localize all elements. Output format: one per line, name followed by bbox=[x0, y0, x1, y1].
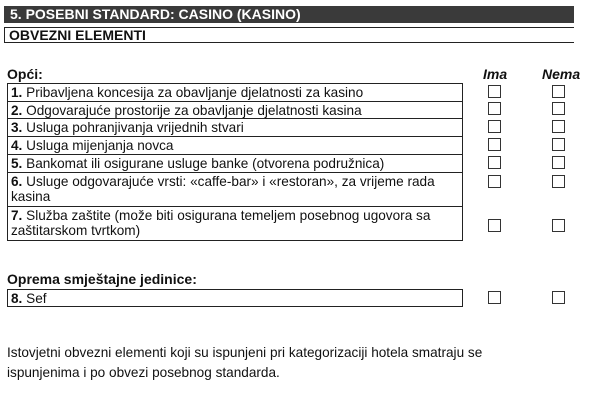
item-1-no-checkbox[interactable] bbox=[552, 85, 565, 98]
row-text: Odgovarajuće prostorije za obavljanje djelatnosti kasina bbox=[26, 103, 362, 118]
row-text: Usluge odgovarajuće vrsti: «caffe-bar» i «restoran», za vrijeme rada kasina bbox=[11, 174, 435, 204]
row-number: 2. bbox=[11, 103, 23, 118]
item-7-no-checkbox[interactable] bbox=[552, 219, 565, 232]
table-row bbox=[8, 154, 462, 172]
row-number: 5. bbox=[11, 156, 23, 171]
column-header-yes: Ima bbox=[483, 66, 508, 82]
row-text: Bankomat ili osigurane usluge banke (otvorena podružnica) bbox=[26, 156, 385, 171]
subsection-title: OBVEZNI ELEMENTI bbox=[9, 27, 146, 43]
row-number: 3. bbox=[11, 120, 23, 135]
footnote-line: ispunjenima i po obvezi posebnog standarda. bbox=[7, 365, 280, 380]
table-row bbox=[7, 289, 463, 307]
item-5-no-checkbox[interactable] bbox=[552, 156, 565, 169]
row-number: 7. bbox=[11, 208, 23, 223]
item-4-yes-checkbox[interactable] bbox=[488, 138, 501, 151]
row-number: 8. bbox=[11, 291, 23, 306]
item-6-yes-checkbox[interactable] bbox=[488, 175, 501, 188]
row-number: 6. bbox=[11, 174, 23, 189]
item-8-yes-checkbox[interactable] bbox=[488, 291, 501, 304]
table-row bbox=[8, 136, 462, 154]
row-text: Usluga pohranjivanja vrijednih stvari bbox=[26, 120, 244, 135]
item-3-no-checkbox[interactable] bbox=[552, 120, 565, 133]
table-row bbox=[8, 172, 462, 206]
item-2-yes-checkbox[interactable] bbox=[488, 102, 501, 115]
table-row bbox=[8, 101, 462, 118]
item-1-yes-checkbox[interactable] bbox=[488, 85, 501, 98]
general-group-title: Opći: bbox=[7, 66, 43, 82]
item-7-yes-checkbox[interactable] bbox=[488, 219, 501, 232]
section-title: 5. POSEBNI STANDARD: CASINO (KASINO) bbox=[10, 6, 301, 22]
item-4-no-checkbox[interactable] bbox=[552, 138, 565, 151]
footnote bbox=[7, 343, 607, 383]
footnote-line: Istovjetni obvezni elementi koji su ispunjeni pri kategorizaciji hotela smatraju se bbox=[7, 345, 483, 360]
item-3-yes-checkbox[interactable] bbox=[488, 120, 501, 133]
row-text: Sef bbox=[26, 291, 47, 306]
row-text: Usluga mijenjanja novca bbox=[26, 138, 174, 153]
row-number: 4. bbox=[11, 138, 23, 153]
table-row bbox=[8, 84, 462, 101]
item-6-no-checkbox[interactable] bbox=[552, 175, 565, 188]
column-header-no: Nema bbox=[542, 66, 581, 82]
general-items-table bbox=[7, 83, 463, 241]
table-row bbox=[8, 118, 462, 136]
table-row bbox=[8, 206, 462, 240]
item-8-no-checkbox[interactable] bbox=[552, 291, 565, 304]
equipment-group-title: Oprema smještajne jedinice: bbox=[7, 271, 197, 287]
row-number: 1. bbox=[11, 85, 23, 100]
item-2-no-checkbox[interactable] bbox=[552, 102, 565, 115]
row-text: Pribavljena koncesija za obavljanje djelatnosti za kasino bbox=[26, 85, 364, 100]
row-text: Služba zaštite (može biti osigurana temeljem posebnog ugovora sa zaštitarskom tvrtkom) bbox=[11, 208, 431, 238]
item-5-yes-checkbox[interactable] bbox=[488, 156, 501, 169]
